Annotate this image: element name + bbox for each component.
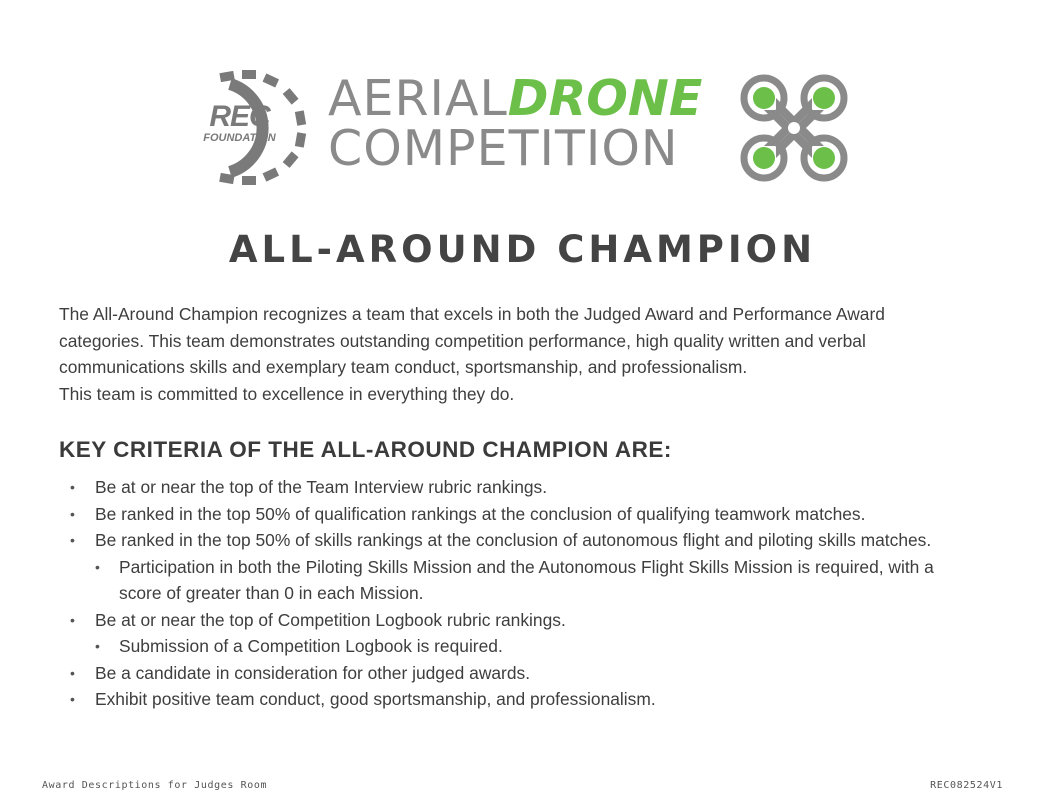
wordmark-line-2: COMPETITION bbox=[328, 120, 679, 177]
criteria-text: Participation in both the Piloting Skills Mission and the Autonomous Flight Skills Mission is required, with a score of greater than 0 in each Mission. bbox=[119, 556, 934, 603]
bullet-icon: • bbox=[70, 691, 75, 707]
competition-wordmark bbox=[328, 70, 703, 177]
bullet-icon: • bbox=[70, 505, 75, 522]
footer-document-label: Award Descriptions for Judges Room bbox=[42, 780, 268, 791]
criteria-text: Exhibit positive team conduct, good sportsmanship, and professionalism. bbox=[95, 689, 656, 709]
criteria-text: Submission of a Competition Logbook is required. bbox=[119, 636, 503, 656]
criteria-item bbox=[0, 527, 1000, 554]
rec-wordmark-big: REC bbox=[209, 100, 270, 133]
criteria-text: Be at or near the top of the Team Interview rubric rankings. bbox=[95, 477, 548, 497]
criteria-subitem bbox=[0, 554, 979, 607]
rec-wordmark-small: FOUNDATION bbox=[203, 132, 276, 144]
description-line: The All-Around Champion recognizes a team that excels in both the Judged Award and Performance Award bbox=[59, 304, 885, 324]
drone-icon bbox=[738, 72, 850, 184]
footer-version-code: REC082524V1 bbox=[930, 780, 1003, 791]
bullet-icon: • bbox=[70, 532, 75, 548]
wordmark-drone: DRONE bbox=[507, 70, 703, 127]
criteria-list bbox=[0, 474, 1000, 713]
criteria-item bbox=[0, 474, 1000, 501]
award-description bbox=[59, 301, 959, 407]
description-line: This team is committed to excellence in everything they do. bbox=[59, 383, 515, 404]
criteria-item bbox=[0, 501, 1000, 528]
criteria-text: Be a candidate in consideration for other judged awards. bbox=[95, 662, 531, 683]
description-line: categories. This team demonstrates outstanding competition performance, high quality written and verbal bbox=[59, 330, 866, 351]
rec-foundation-wordmark bbox=[192, 102, 287, 144]
wordmark-aerial: AERIAL bbox=[328, 70, 508, 127]
wordmark-line-1 bbox=[328, 70, 703, 127]
criteria-text: Be ranked in the top 50% of qualification rankings at the conclusion of qualifying teamwork matches. bbox=[95, 503, 866, 524]
criteria-heading: KEY CRITERIA OF THE ALL-AROUND CHAMPION ARE: bbox=[59, 437, 672, 462]
criteria-item bbox=[0, 660, 1000, 687]
criteria-item bbox=[0, 686, 1000, 713]
bullet-icon: • bbox=[70, 479, 75, 495]
award-title: ALL-AROUND CHAMPION bbox=[228, 228, 817, 271]
criteria-text: Be ranked in the top 50% of skills rankings at the conclusion of autonomous flight and piloting skills matches. bbox=[95, 530, 932, 550]
criteria-text: Be at or near the top of Competition Logbook rubric rankings. bbox=[95, 609, 566, 630]
bullet-icon: • bbox=[70, 611, 75, 628]
header-logo-row bbox=[190, 68, 860, 188]
bullet-icon: • bbox=[95, 638, 100, 654]
criteria-subitem bbox=[0, 633, 979, 660]
criteria-item bbox=[0, 607, 1000, 634]
bullet-icon: • bbox=[95, 558, 100, 575]
bullet-icon: • bbox=[70, 664, 75, 681]
description-line: communications skills and exemplary team conduct, sportsmanship, and professionalism. bbox=[59, 357, 748, 377]
